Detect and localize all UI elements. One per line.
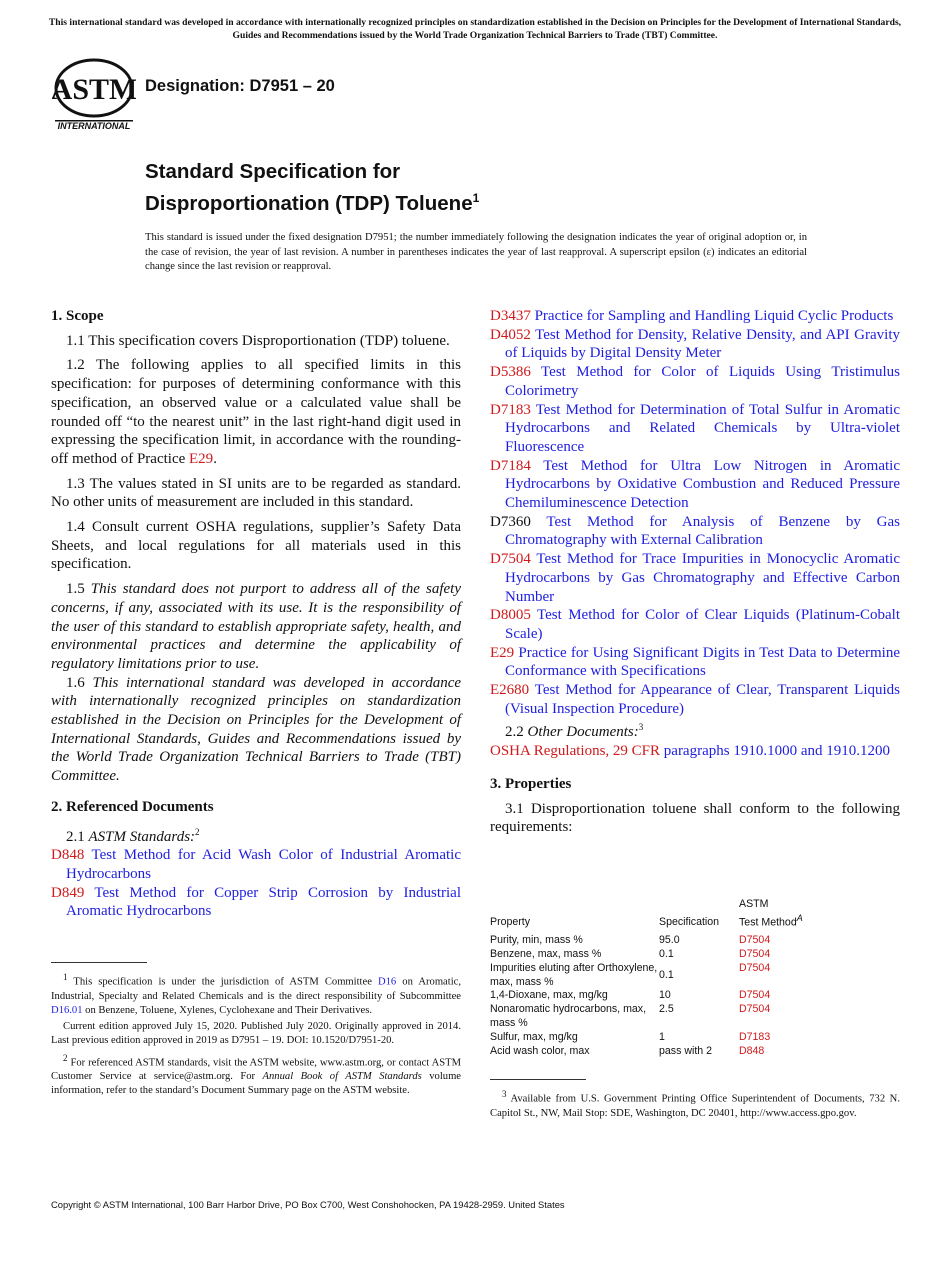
link-d16-01[interactable]: D16.01	[51, 1004, 83, 1016]
section-2-heading: 2. Referenced Documents	[51, 798, 214, 815]
ref-title[interactable]: Test Method for Copper Strip Corrosion by Industrial Aromatic Hydrocarbons	[66, 884, 462, 920]
table-row	[490, 1003, 900, 1031]
designation: Designation: D7951 – 20	[145, 77, 335, 95]
footnote-3: $^3$ Available from U.S. Government Printing Office Superintendent of Documents, 732 N. Capitol St., NW, Mail Stop: SDE, Washington, DC 20401, http://www.access.gpo.gov.	[490, 1089, 900, 1119]
ref-item	[490, 644, 900, 681]
copyright: Copyright © ASTM International, 100 Barr Harbor Drive, PO Box C700, West Conshohocken, PA 19428-2959. United States	[51, 1199, 565, 1210]
cell-method[interactable]: D848	[739, 1044, 765, 1057]
ref-code: D7360	[490, 513, 531, 530]
footnotes-right	[490, 1079, 900, 1123]
para-1-1: 1.1 This specification covers Disproportionation (TDP) toluene.	[66, 332, 450, 349]
col-method: ASTM Test Method$^A$	[739, 898, 803, 929]
col-property: Property	[490, 916, 531, 929]
page-title	[145, 158, 479, 217]
cell-method[interactable]: D7504	[739, 961, 771, 974]
astm-standards-label: 2.1 ASTM Standards:$^2$	[66, 826, 200, 845]
cell-property: Sulfur, max, mg/kg	[490, 1030, 578, 1043]
footnote-rule	[51, 962, 147, 963]
right-column	[490, 307, 900, 843]
ref-code[interactable]: D4052	[490, 326, 531, 343]
svg-text:ASTM: ASTM	[52, 73, 136, 106]
para-3-1: 3.1 Disproportionation toluene shall conform to the following requirements:	[490, 800, 900, 836]
cell-spec: 2.5	[659, 1003, 674, 1016]
para-1-2: 1.2 The following applies to all specified limits in this specification: for purposes of determining conformance with this specification, an observed value or a calculated value shall be rounded off “to the nearest unit” in the last right-hand digit used in expressing the specification limit, in accordance with the rounding-off method of Practice E29.	[51, 357, 461, 467]
ref-item	[490, 363, 900, 400]
col-spec: Specification	[659, 916, 720, 929]
ref-list-continued	[490, 307, 900, 718]
ref-code[interactable]: D849	[51, 884, 85, 901]
ref-title[interactable]: Practice for Sampling and Handling Liquid Cyclic Products	[534, 308, 894, 324]
cell-property: Nonaromatic hydrocarbons, max, mass %	[490, 1003, 647, 1029]
other-documents-label: 2.2 Other Documents:$^3$	[505, 722, 644, 741]
ref-title[interactable]: Test Method for Analysis of Benzene by Gas Chromatography with External Calibration	[505, 513, 901, 549]
cell-method[interactable]: D7504	[739, 989, 771, 1002]
ref-title[interactable]: Test Method for Appearance of Clear, Transparent Liquids (Visual Inspection Procedure)	[505, 682, 901, 717]
standard-notice: This standard is issued under the fixed designation D7951; the number immediately following the designation indicates the year of original adoption or, in the case of revision, the year of last revision. A number in parentheses indicates the year of last reapproval. A superscript epsilon (ε) indicates an editorial change since the last revision or reapproval.	[145, 232, 807, 273]
link-e29[interactable]: E29	[189, 450, 214, 467]
cell-method[interactable]: D7504	[739, 934, 771, 947]
footnote-1: $^1$ This specification is under the jurisdiction of ASTM Committee D16 on Aromatic, Industrial, Specialty and Related Chemicals and is the direct responsibility of Subcommittee D16.01 on Benzene, Toluene, Xylenes, Cyclohexane and Their Derivatives.	[51, 972, 461, 1016]
para-1-6: 1.6 This international standard was developed in accordance with internationally recognized principles on standardization established in the Decision on Principles for the Development of International Standards, Guides and Recommendations issued by the World Trade Organization Technical Barriers to Trade (TBT) Committee.	[51, 674, 462, 785]
ref-item	[490, 513, 900, 550]
ref-title[interactable]: Test Method for Ultra Low Nitrogen in Aromatic Hydrocarbons by Oxidative Combustion and Reduced Pressure Chemiluminescence Detection	[505, 457, 900, 512]
table-row	[490, 934, 900, 948]
ref-code[interactable]: D7504	[490, 551, 531, 568]
ref-title[interactable]: Test Method for Color of Liquids Using Tristimulus Colorimetry	[505, 364, 900, 399]
footnote-1-edition: Current edition approved July 15, 2020. Published July 2020. Originally approved in 2014. Last previous edition approved in 2019 as D7951 – 19. DOI: 10.1520/D7951-20.	[51, 1021, 461, 1047]
ref-item	[490, 401, 900, 457]
cell-spec: 0.1	[659, 968, 674, 981]
astm-logo-icon	[52, 58, 136, 132]
ref-code[interactable]: OSHA Regulations, 29 CFR	[490, 743, 661, 760]
cell-method[interactable]: D7504	[739, 947, 771, 960]
cell-spec: 0.1	[659, 947, 674, 960]
footnotes-left	[51, 962, 461, 1101]
cell-spec: pass with 2	[659, 1044, 712, 1057]
ref-code[interactable]: E2680	[490, 682, 530, 699]
cell-property: Acid wash color, max	[490, 1044, 590, 1057]
link-d16[interactable]: D16	[377, 976, 397, 988]
ref-title[interactable]: Test Method for Trace Impurities in Monocyclic Aromatic Hydrocarbons by Gas Chromatography and Effective Carbon Number	[505, 551, 900, 605]
left-column	[51, 307, 461, 921]
ref-item	[490, 307, 900, 326]
table-row	[490, 962, 900, 990]
cell-method[interactable]: D7183	[739, 1030, 771, 1043]
table-row	[490, 1045, 900, 1059]
ref-item	[51, 884, 461, 921]
ref-item	[51, 846, 461, 883]
ref-item	[490, 326, 900, 363]
cell-spec: 95.0	[659, 934, 680, 947]
cell-property: Benzene, max, mass %	[490, 947, 602, 960]
footnote-2: $^2$ For referenced ASTM standards, visit the ASTM website, www.astm.org, or contact ASTM Customer Service at service@astm.org. For Annual Book of ASTM Standards volume information, refer to the standard’s Document Summary page on the ASTM website.	[51, 1052, 462, 1097]
cell-spec: 10	[659, 989, 671, 1002]
table-header-row	[490, 898, 900, 930]
ref-item	[490, 681, 900, 718]
para-1-3: 1.3 The values stated in SI units are to be regarded as standard. No other units of measurement are included in this standard.	[51, 475, 461, 511]
footnote-rule	[490, 1079, 586, 1080]
ref-code[interactable]: D3437	[490, 308, 531, 324]
logo-label: INTERNATIONAL	[57, 121, 131, 131]
ref-title[interactable]: paragraphs 1910.1000 and 1910.1200	[663, 743, 890, 760]
ref-item	[490, 457, 900, 513]
ref-code[interactable]: D7184	[490, 457, 531, 474]
properties-table	[490, 898, 900, 1058]
section-1-heading: 1. Scope	[51, 308, 104, 324]
para-1-4: 1.4 Consult current OSHA regulations, supplier’s Safety Data Sheets, and local regulations for all materials used in this specification.	[51, 519, 461, 573]
ref-code[interactable]: D5386	[490, 364, 531, 381]
ref-code[interactable]: D848	[51, 847, 85, 864]
ref-item-osha	[490, 742, 900, 761]
para-1-5: 1.5 This standard does not purport to address all of the safety concerns, if any, associated with its use. It is the responsibility of the user of this standard to establish appropriate safety, health, and environmental practices and determine the applicability of regulatory limitations prior to use.	[51, 581, 461, 672]
ref-title[interactable]: Practice for Using Significant Digits in Test Data to Determine Conformance with Specifications	[505, 644, 901, 680]
ref-code[interactable]: D8005	[490, 607, 531, 624]
ref-code[interactable]: D7183	[490, 401, 531, 418]
title-footnote-mark: 1	[472, 191, 480, 205]
cell-method[interactable]: D7504	[739, 1003, 771, 1016]
cell-property: 1,4-Dioxane, max, mg/kg	[490, 989, 608, 1002]
cell-property: Purity, min, mass %	[490, 934, 583, 947]
ref-item	[490, 606, 900, 643]
table-row	[490, 1031, 900, 1045]
title-line-1: Standard Specification for	[145, 160, 401, 183]
ref-item	[490, 550, 900, 606]
top-notice: This international standard was developed in accordance with internationally recognized principles on standardization established in the Decision on Principles for the Development of International Standards, Guides and Recommendations issued by the World Trade Organization Technical Barriers to Trade (TBT) Committee.	[48, 17, 902, 41]
ref-title[interactable]: Test Method for Density, Relative Density, and API Gravity of Liquids by Digital Density Meter	[505, 326, 900, 362]
ref-title[interactable]: Test Method for Determination of Total Sulfur in Aromatic Hydrocarbons and Related Chemicals by Ultra-violet Fluorescence	[505, 401, 900, 455]
ref-title[interactable]: Test Method for Color of Clear Liquids (Platinum-Cobalt Scale)	[505, 607, 900, 642]
cell-property: Impurities eluting after Orthoxylene, max, mass %	[490, 961, 658, 988]
ref-code[interactable]: E29	[490, 644, 515, 661]
cell-spec: 1	[659, 1030, 665, 1043]
ref-title[interactable]: Test Method for Acid Wash Color of Industrial Aromatic Hydrocarbons	[66, 847, 461, 882]
section-3-heading: 3. Properties	[490, 775, 572, 792]
title-line-2: Disproportionation (TDP) Toluene$^1$	[145, 191, 480, 215]
table-row	[490, 989, 900, 1003]
astm-logo	[52, 58, 136, 132]
table-row	[490, 948, 900, 962]
